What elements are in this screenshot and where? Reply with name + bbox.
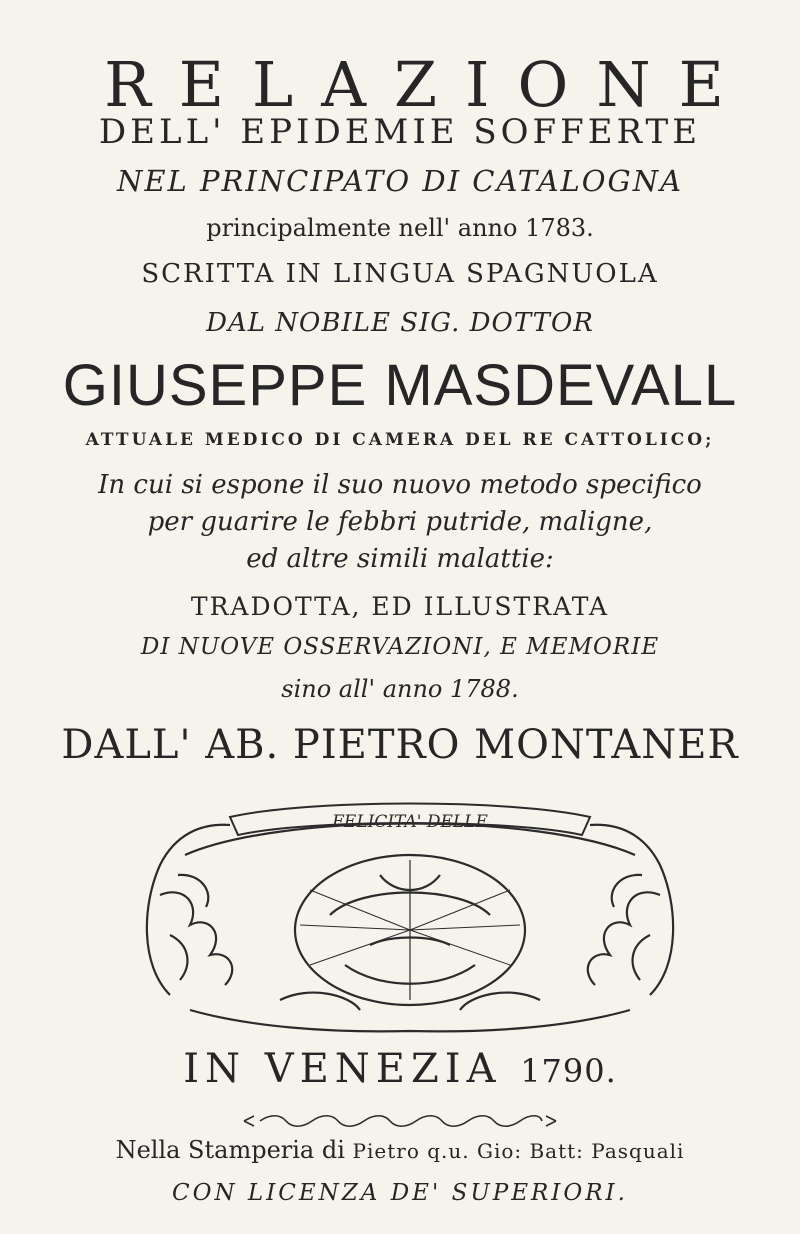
printer-prefix: Nella Stamperia di <box>115 1136 353 1164</box>
imprint-city: IN VENEZIA <box>183 1046 502 1092</box>
translation-note: TRADOTTA, ED ILLUSTRATA <box>190 592 610 621</box>
description-line-1: In cui si espone il suo nuovo metodo specifico <box>98 470 702 500</box>
description-line-3: ed altre simili malattie: <box>246 544 554 574</box>
imprint-year: 1790. <box>520 1052 617 1090</box>
observations-note: DI NUOVE OSSERVAZIONI, E MEMORIE <box>140 634 660 660</box>
translator-name: DALL' AB. PIETRO MONTANER <box>61 722 739 768</box>
author-name: GIUSEPPE MASDEVALL <box>62 353 738 418</box>
printer-name: Pietro q.u. Gio: Batt: Pasquali <box>352 1139 685 1163</box>
subtitle-catalonia: NEL PRINCIPATO DI CATALOGNA <box>116 164 684 198</box>
until-year-note: sino all' anno 1788. <box>281 675 519 703</box>
author-position: ATTUALE MEDICO DI CAMERA DEL RE CATTOLICO; <box>85 430 715 450</box>
license-line: CON LICENZA DE' SUPERIORI. <box>172 1180 628 1206</box>
description-line-2: per guarire le febbri putride, maligne, <box>147 507 653 537</box>
subtitle-language: SCRITTA IN LINGUA SPAGNUOLA <box>141 259 659 289</box>
printer-line <box>0 1136 800 1164</box>
subtitle-by: DAL NOBILE SIG. DOTTOR <box>206 308 594 338</box>
imprint-place <box>0 1046 800 1092</box>
subtitle-year: principalmente nell' anno 1783. <box>206 214 594 242</box>
ornamental-rule <box>240 1112 560 1130</box>
subtitle-epidemics: DELL' EPIDEMIE SOFFERTE <box>98 112 702 152</box>
vignette-banner-text: FELICITA' DELLE <box>332 812 488 832</box>
main-title: RELAZIONE <box>104 48 752 121</box>
printer-device-vignette <box>130 795 690 1035</box>
